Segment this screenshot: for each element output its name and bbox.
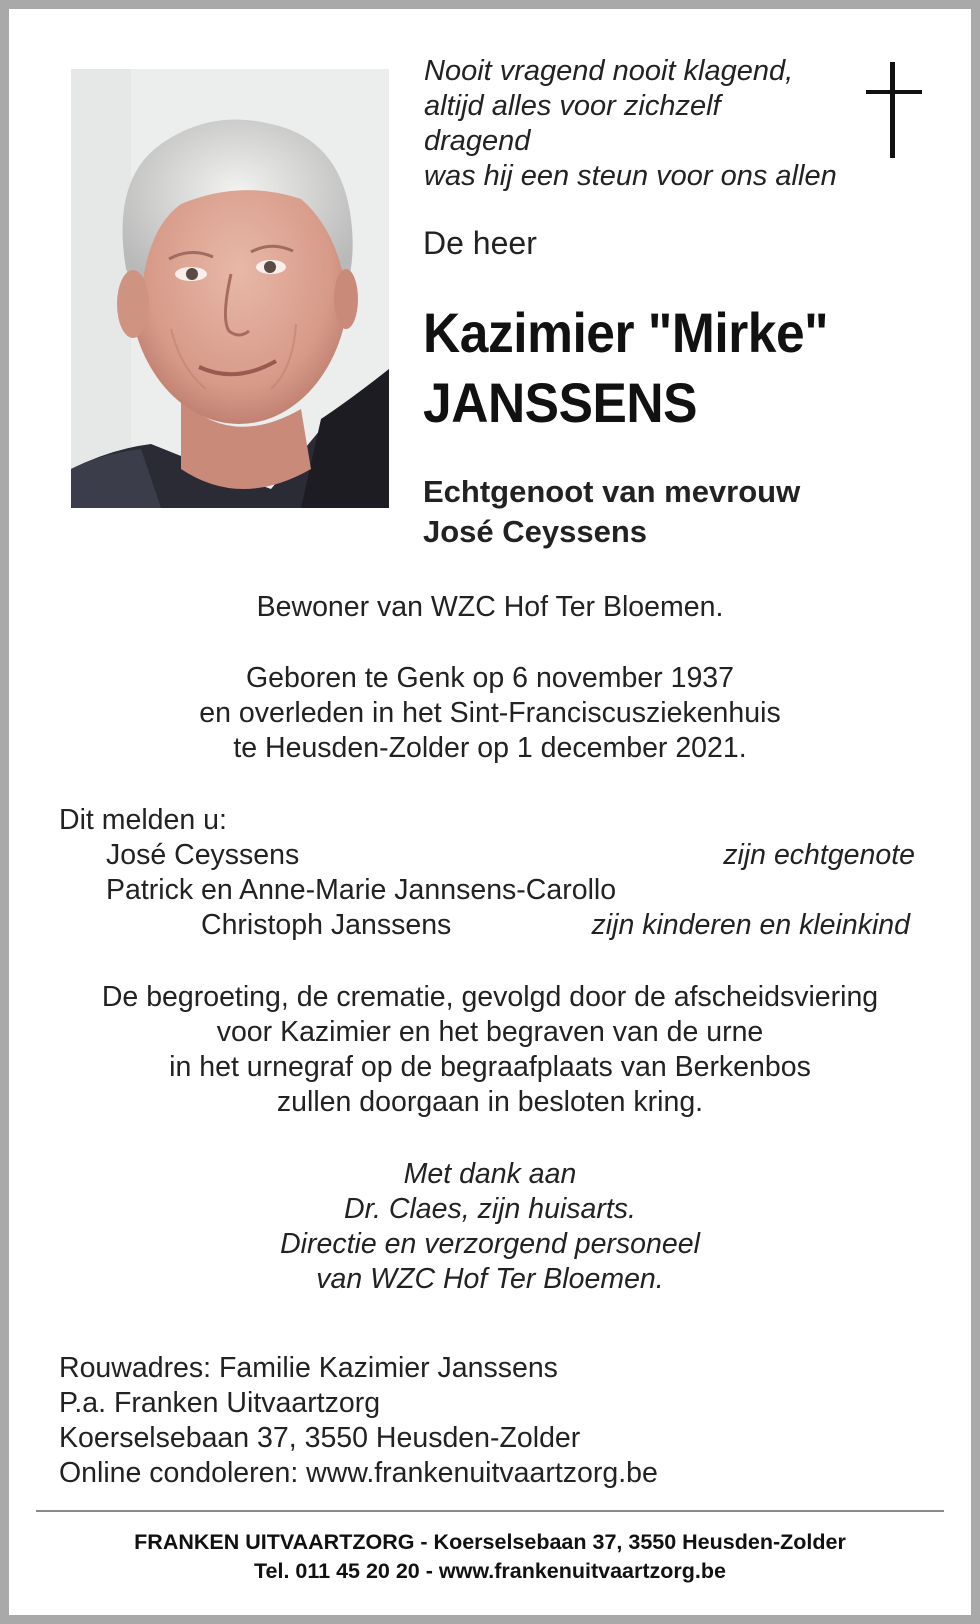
resident-text: Bewoner van WZC Hof Ter Bloemen. (256, 591, 724, 623)
family-member-role: zijn kinderen en kleinkind (591, 909, 910, 941)
name-last: JANSSENS (423, 371, 698, 434)
spouse-info (423, 472, 800, 552)
funeral-line: voor Kazimier en het begraven van de urne (216, 1016, 764, 1048)
thanks-line: Dr. Claes, zijn huisarts. (344, 1193, 636, 1225)
family-member-role: zijn echtgenote (723, 839, 915, 871)
poem-line: altijd alles voor zichzelf (424, 90, 721, 122)
thanks-line: van WZC Hof Ter Bloemen. (316, 1263, 664, 1295)
funeral-info (0, 980, 980, 1120)
resident-line (0, 590, 980, 625)
family-member-name: Christoph Janssens (201, 909, 452, 941)
spouse-label: Echtgenoot van mevrouw (423, 474, 801, 509)
poem-line: was hij een steun voor ons allen (424, 160, 837, 192)
latin-cross-icon (866, 62, 922, 158)
birth-line: te Heusden-Zolder op 1 december 2021. (233, 732, 747, 764)
poem-line: Nooit vragend nooit klagend, (424, 55, 794, 87)
address-line: Online condoleren: www.frankenuitvaartzorg.be (59, 1457, 658, 1489)
funeral-line: in het urnegraf op de begraafplaats van Berkenbos (169, 1051, 811, 1083)
footer-divider (36, 1510, 944, 1512)
family-member-name: José Ceyssens (106, 839, 300, 871)
announce-intro: Dit melden u: (59, 804, 227, 836)
funeral-line: zullen doorgaan in besloten kring. (276, 1086, 704, 1118)
family-member-name: Patrick en Anne-Marie Jannsens-Carollo (106, 874, 617, 906)
footer-line: Tel. 011 45 20 20 - www.frankenuitvaartzorg.be (254, 1559, 726, 1583)
title-prefix: De heer (423, 225, 537, 261)
thanks-line: Met dank aan (403, 1158, 577, 1190)
deceased-name (423, 298, 828, 438)
thanks-block (0, 1157, 980, 1297)
spouse-name: José Ceyssens (423, 514, 648, 549)
birth-line: en overleden in het Sint-Franciscusziekenhuis (199, 697, 781, 729)
poem-line: dragend (424, 125, 531, 157)
funeral-line: De begroeting, de crematie, gevolgd door de afscheidsviering (101, 981, 879, 1013)
address-line: Koerselsebaan 37, 3550 Heusden-Zolder (59, 1422, 581, 1454)
portrait-photo (71, 69, 389, 508)
footer-line: FRANKEN UITVAARTZORG - Koerselsebaan 37, 3550 Heusden-Zolder (134, 1530, 846, 1554)
footer-undertaker (0, 1528, 980, 1586)
name-first: Kazimier "Mirke" (423, 301, 829, 364)
birth-death-info (0, 661, 980, 766)
address-line: Rouwadres: Familie Kazimier Janssens (59, 1352, 558, 1384)
address-line: P.a. Franken Uitvaartzorg (59, 1387, 381, 1419)
mourning-address (59, 1351, 658, 1491)
poem (424, 54, 837, 194)
thanks-line: Directie en verzorgend personeel (280, 1228, 700, 1260)
birth-line: Geboren te Genk op 6 november 1937 (246, 662, 734, 694)
